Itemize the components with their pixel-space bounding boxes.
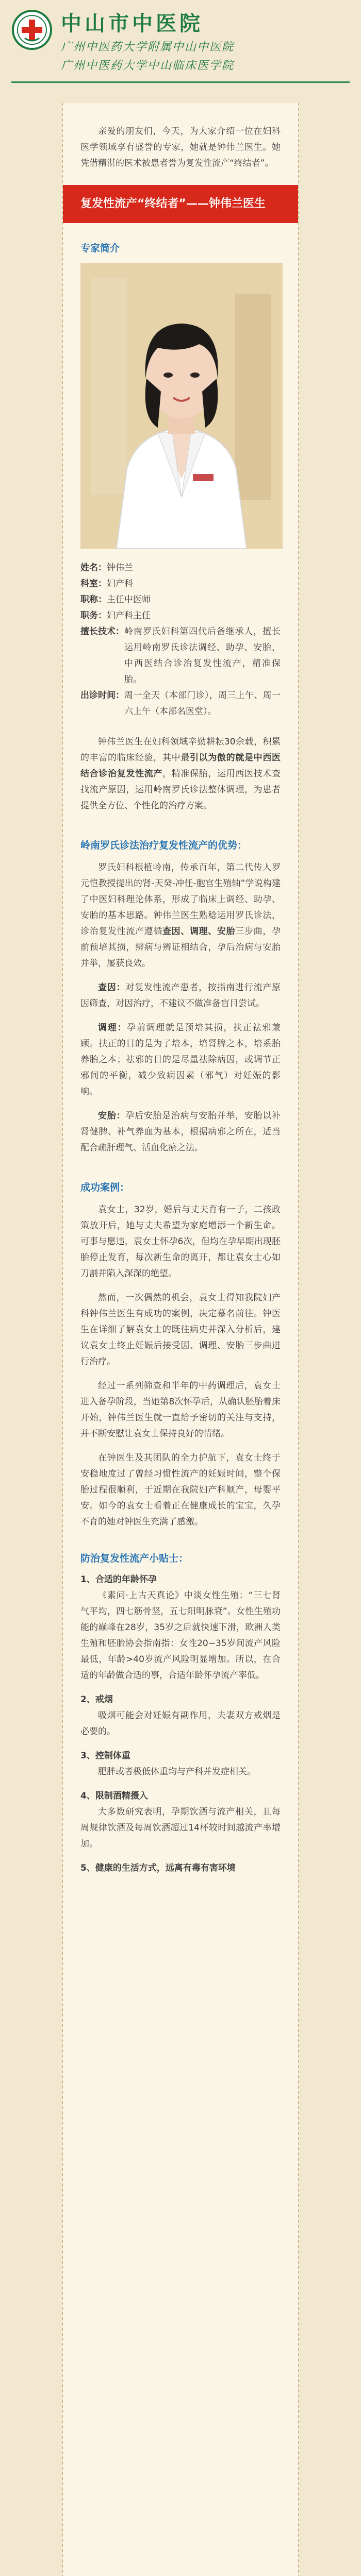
profile-label: 擅长技术： [80, 626, 124, 637]
profile-row-title [80, 592, 281, 608]
profile-value: 主任中医师 [107, 595, 151, 605]
profile-value: 妇产科主任 [107, 611, 151, 621]
tip-heading-1: 1、合适的年龄怀孕 [80, 1574, 157, 1585]
case-paragraph-2: 然而，一次偶然的机会，袁女士得知我院妇产科钟伟兰医生有成功的案例，决定慕名前往。钟医生在详细了解袁女士的既往病史并深入分析后，建议袁女士终止妊娠后接受因、调理、安胎三步曲进行治疗。 [80, 1293, 281, 1367]
profile-label: 科室： [80, 579, 107, 589]
method-protect-text: 孕后安胎是治病与安胎并举，安胎以补肾健脾、补气养血为基本，根据病邪之所在，适当配合疏肝理气、活血化瘀之法。 [80, 1111, 281, 1153]
article-column [62, 103, 299, 2576]
profile-row-department [80, 576, 281, 592]
hospital-logo-icon [11, 9, 53, 50]
method-highlight: 查因、调理、安胎 [162, 926, 236, 937]
summary-text-end: ，精准保胎，运用西医技术查找流产原因，运用岭南罗氏诊法整体调理，为患者提供全方位、个性化的治疗方案。 [80, 769, 281, 811]
method-protect-label: 安胎： [98, 1111, 126, 1121]
profile-label: 出诊时间： [80, 690, 124, 701]
profile-label: 职务： [80, 611, 107, 621]
doctor-portrait-illustration [80, 263, 283, 549]
tip-body-3: 肥胖或者极低体重均与产科并发症相关。 [98, 1767, 256, 1777]
summary-highlight: 引以为傲的就是中西医结合诊治复发性流产 [80, 753, 281, 779]
profile-value: 妇产科 [107, 579, 133, 589]
profile-value: 钟伟兰 [107, 563, 133, 573]
hospital-affiliation-2: 广州中医药大学中山临床医学院 [61, 59, 235, 72]
case-paragraph-4: 在钟医生及其团队的全力护航下，袁女士终于安稳地度过了曾经习惯性流产的妊娠时间，整个保胎过程很顺利，于近期在我院妇产科顺产，母婴平安。如今的袁女士看着正在健康成长的宝宝，久孕不育的她对钟医生充满了感激。 [80, 1453, 281, 1527]
intro-paragraph: 亲爱的朋友们，今天，为大家介绍一位在妇科医学领域享有盛誉的专家，她就是钟伟兰医生。她凭借精湛的医术被患者誉为复发性流产“终结者”。 [80, 126, 281, 168]
header-divider [11, 81, 350, 83]
method-regulate-label: 调理： [98, 1023, 127, 1033]
section-title-method: 岭南罗氏诊法治疗复发性流产的优势： [80, 840, 248, 851]
title-banner: 复发性流产“终结者”——钟伟兰医生 [63, 185, 298, 223]
method-regulate-paragraph [80, 1020, 281, 1100]
tip-body-4: 大多数研究表明，孕期饮酒与流产相关，且每周规律饮酒及每周饮酒超过14杯较时间越流产率增加。 [80, 1807, 281, 1849]
profile-label: 姓名： [80, 563, 107, 573]
summary-text: 钟伟兰医生在妇科领域辛勤耕耘30余载，积累的丰富的临床经验，其中最 [80, 737, 281, 763]
profile-row-position [80, 608, 281, 624]
profile-row-name [80, 560, 281, 576]
doctor-portrait [80, 263, 281, 549]
hospital-header [0, 0, 361, 103]
summary-paragraph [80, 734, 281, 814]
method-text-end: 三步曲，孕前预培其损，辨病与辨证相结合，孕后治病与安胎并举，屡获良效。 [80, 926, 281, 969]
method-protect-paragraph [80, 1108, 281, 1156]
profile-row-schedule [80, 688, 281, 720]
method-regulate-text: 孕前调理就是预培其损，扶正祛邪兼顾。扶正的目的是为了培本，培肾脾之本，培系胎养胎之本；祛邪的目的是尽量祛除病因，或调节正邪间的平衡，减少致病因素（邪气）对妊娠的影响。 [80, 1023, 281, 1097]
section-title-profile: 专家简介 [80, 243, 120, 254]
method-check-label: 查因： [98, 982, 126, 993]
tip-heading-2: 2、戒烟 [80, 1694, 113, 1705]
case-paragraph-1: 袁女士，32岁，婚后与丈夫育有一子，二孩政策放开后，她与丈夫希望为家庭增添一个新生命。可事与愿违，袁女士怀孕6次，但均在孕早期出现胚胎停止发育，每次新生命的离开，都让袁女士心如刀割并陷入深深的绝望。 [80, 1205, 281, 1279]
method-check-paragraph [80, 980, 281, 1012]
profile-label: 职称： [80, 595, 107, 605]
method-check-text: 对复发性流产患者，按指南进行流产原因筛查，对因治疗，不建议不做准备盲目尝试。 [80, 982, 281, 1009]
section-title-case: 成功案例： [80, 1182, 130, 1193]
tip-heading-4: 4、限制酒精摄入 [80, 1791, 148, 1801]
tip-body-1: 《素问·上古天真论》中谈女性生殖：“三七肾气平均，四七筋骨坚，五七阳明脉衰”。女性生殖功能的巅峰在28岁，35岁之后就快速下滑，欧洲人类生殖和胚胎协会指南指：女性20~35岁间流产风险最低，年龄>40岁流产风险明显增加。所以，在合适的年龄做合适的事，合适年龄怀孕流产率低。 [80, 1590, 281, 1681]
tip-heading-3: 3、控制体重 [80, 1751, 130, 1761]
method-text: 罗氏妇科根植岭南，传承百年，第二代传人罗元恺教授提出的肾-天癸-冲任-胞宫生殖轴”学说构建了中医妇科理论体系，形成了临床上调经、助孕、安胎的基本思路。钟伟兰医生熟稔运用罗氏诊法，诊治复发性流产遵循 [80, 862, 281, 937]
profile-value: 岭南罗氏妇科第四代后备继承人，擅长运用岭南罗氏诊法调经、助孕、安胎，中西医结合诊治复发性流产，精准保胎。 [124, 626, 281, 685]
hospital-name: 中山市中医院 [61, 11, 203, 36]
tip-body-2: 吸烟可能会对妊娠有副作用，夫妻双方戒烟是必要的。 [80, 1710, 281, 1737]
profile-value: 周一全天（本部门诊），周三上午、周一六上午（本部名医堂）。 [124, 690, 281, 717]
profile-row-expertise [80, 624, 281, 688]
hospital-affiliation-1: 广州中医药大学附属中山中医院 [61, 41, 235, 54]
section-title-tips: 防治复发性流产小贴士： [80, 1553, 189, 1564]
tip-heading-5: 5、健康的生活方式，远离有毒有害环境 [80, 1863, 236, 1873]
profile-info [80, 560, 281, 720]
method-paragraph [80, 860, 281, 972]
case-paragraph-3: 经过一系列筛查和半年的中药调理后，袁女士进入备孕阶段，当她第8次怀孕后，从确认胚胎着床开始，钟伟兰医生就一直给予密切的关注与支持，并不断安慰让袁女士保持良好的情绪。 [80, 1381, 281, 1439]
